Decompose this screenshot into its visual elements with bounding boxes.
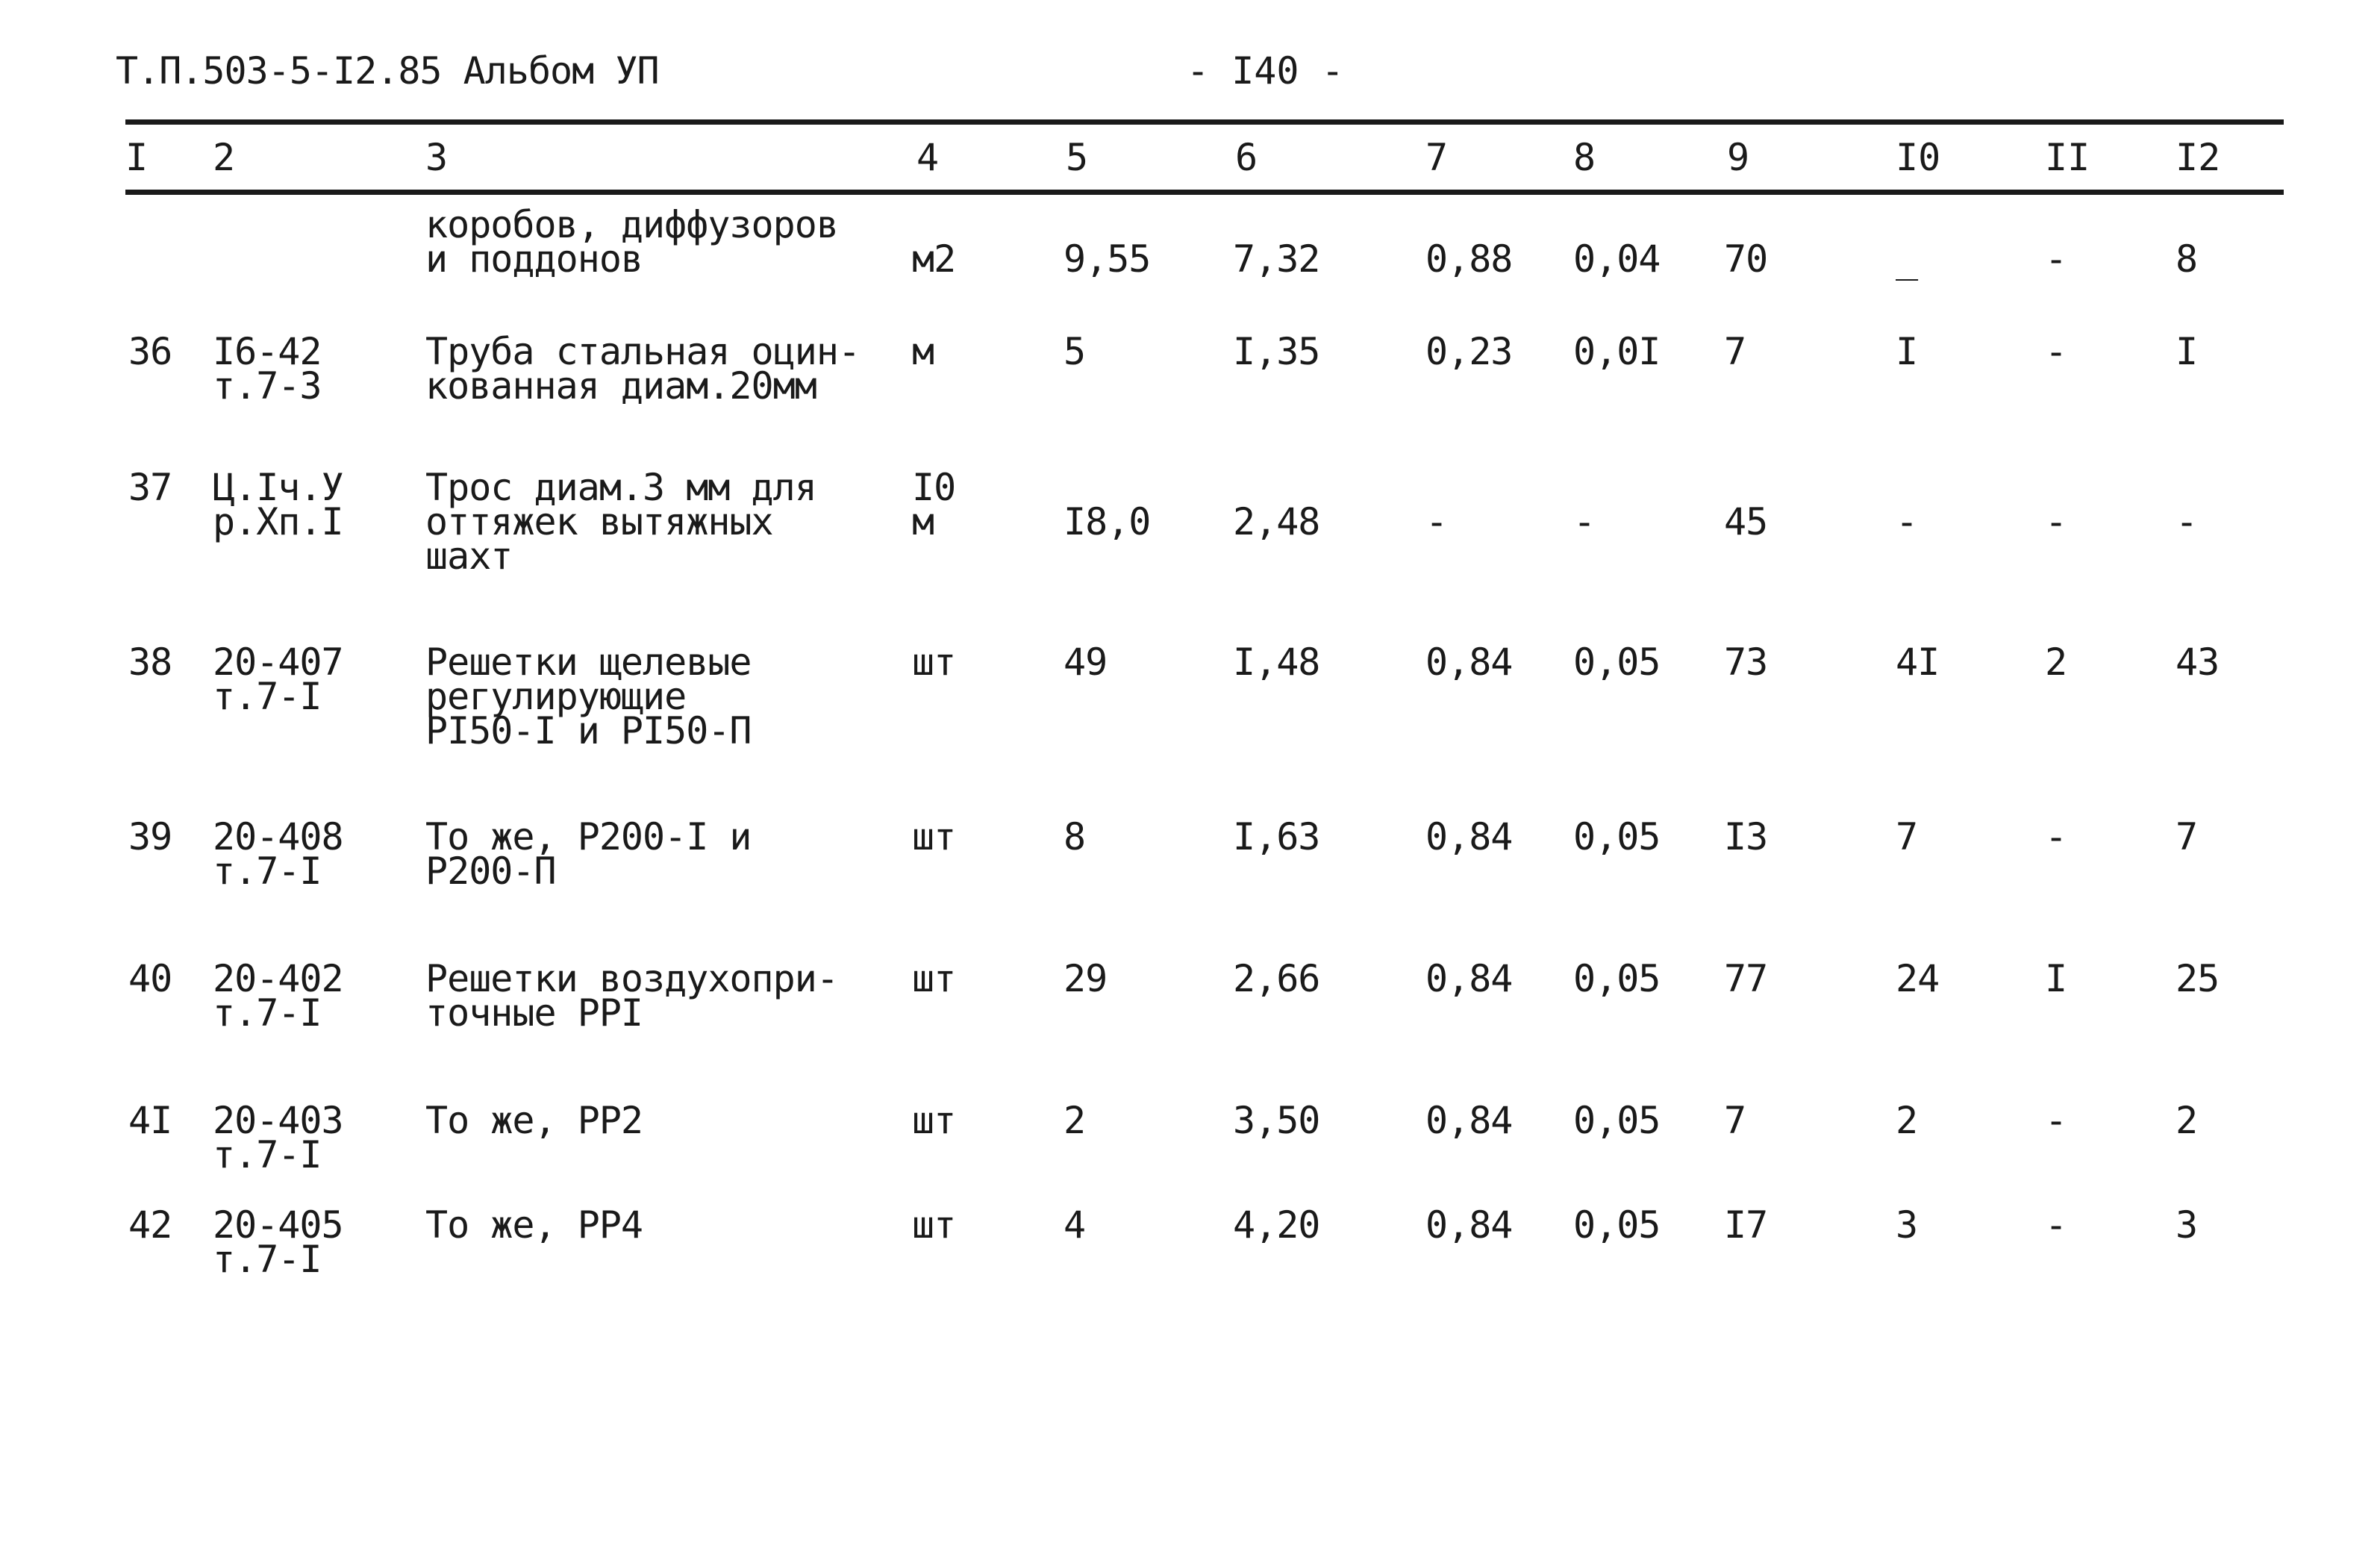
row-col-10: _	[1896, 237, 1918, 281]
row-number: 36	[128, 330, 172, 373]
row-col-8: 0,05	[1573, 1203, 1661, 1247]
row-col-6: 4,20	[1233, 1203, 1320, 1247]
row-col-12: I	[2176, 330, 2198, 373]
row-unit: шт	[912, 640, 956, 684]
row-name: То же, Р200-I и Р200-П	[425, 815, 752, 893]
row-col-5: 49	[1063, 640, 1108, 684]
row-unit: I0 м	[912, 466, 956, 543]
row-col-11: -	[2045, 815, 2067, 858]
row-col-8: -	[1573, 500, 1596, 543]
row-code: 20-408 т.7-I	[213, 815, 343, 893]
column-header-9: 9	[1727, 136, 1750, 179]
row-col-8: 0,05	[1573, 1099, 1661, 1142]
column-header-3: 3	[425, 136, 449, 179]
row-name: Трос диам.3 мм для оттяжек вытяжных шахт	[425, 466, 816, 578]
row-col-12: 8	[2176, 237, 2198, 281]
row-code: I6-42 т.7-3	[213, 330, 322, 408]
row-col-12: 43	[2176, 640, 2220, 684]
row-col-5: 9,55	[1063, 237, 1151, 281]
row-name: То же, PP4	[425, 1203, 643, 1247]
column-header-12: I2	[2176, 136, 2221, 179]
row-col-11: I	[2045, 957, 2067, 1000]
row-unit: шт	[912, 815, 956, 858]
row-col-10: 2	[1896, 1099, 1918, 1142]
row-col-9: 45	[1724, 500, 1768, 543]
row-unit: шт	[912, 957, 956, 1000]
row-col-5: I8,0	[1063, 500, 1151, 543]
row-col-8: 0,04	[1573, 237, 1661, 281]
row-col-12: 2	[2176, 1099, 2198, 1142]
row-name: Труба стальная оцин- кованная диам.20мм	[425, 330, 861, 408]
row-number: 40	[128, 957, 172, 1000]
row-unit: шт	[912, 1099, 956, 1142]
row-col-7: 0,84	[1425, 957, 1513, 1000]
row-col-11: -	[2045, 1203, 2067, 1247]
row-name: коробов, диффузоров и поддонов	[425, 203, 838, 281]
row-code: 20-405 т.7-I	[213, 1203, 343, 1281]
row-col-7: -	[1425, 500, 1448, 543]
column-header-1: I	[125, 136, 149, 179]
row-col-9: 7	[1724, 330, 1746, 373]
row-col-7: 0,84	[1425, 1099, 1513, 1142]
row-col-8: 0,05	[1573, 640, 1661, 684]
row-unit: шт	[912, 1203, 956, 1247]
row-col-6: I,48	[1233, 640, 1320, 684]
row-name: То же, PP2	[425, 1099, 643, 1142]
row-col-10: -	[1896, 500, 1918, 543]
column-header-10: I0	[1896, 136, 1941, 179]
column-header-8: 8	[1573, 136, 1596, 179]
column-header-7: 7	[1425, 136, 1449, 179]
row-col-12: 7	[2176, 815, 2198, 858]
row-code: 20-403 т.7-I	[213, 1099, 343, 1176]
table-header-rule	[125, 190, 2284, 195]
row-col-11: -	[2045, 1099, 2067, 1142]
row-col-6: 7,32	[1233, 237, 1320, 281]
row-col-9: 70	[1724, 237, 1768, 281]
column-header-6: 6	[1235, 136, 1258, 179]
row-col-6: 2,48	[1233, 500, 1320, 543]
row-col-7: 0,84	[1425, 815, 1513, 858]
row-unit: м	[912, 330, 934, 373]
row-col-9: 73	[1724, 640, 1768, 684]
column-header-5: 5	[1066, 136, 1089, 179]
row-col-6: I,35	[1233, 330, 1320, 373]
document-reference: Т.П.503-5-I2.85 Альбом УП	[116, 49, 659, 93]
row-col-6: 2,66	[1233, 957, 1320, 1000]
row-name: Решетки воздухопри- точные PPI	[425, 957, 838, 1035]
row-number: 39	[128, 815, 172, 858]
row-col-6: 3,50	[1233, 1099, 1320, 1142]
row-col-10: 4I	[1896, 640, 1940, 684]
column-header-4: 4	[916, 136, 940, 179]
row-col-10: 24	[1896, 957, 1940, 1000]
row-code: 20-407 т.7-I	[213, 640, 343, 718]
row-col-7: 0,84	[1425, 1203, 1513, 1247]
row-col-7: 0,88	[1425, 237, 1513, 281]
row-col-12: 25	[2176, 957, 2220, 1000]
row-col-5: 8	[1063, 815, 1086, 858]
row-number: 42	[128, 1203, 172, 1247]
row-col-10: 7	[1896, 815, 1918, 858]
page-number: - I40 -	[1187, 49, 1344, 93]
row-col-12: 3	[2176, 1203, 2198, 1247]
row-col-9: 77	[1724, 957, 1768, 1000]
row-col-7: 0,23	[1425, 330, 1513, 373]
row-col-11: -	[2045, 237, 2067, 281]
row-col-5: 29	[1063, 957, 1108, 1000]
row-col-9: I3	[1724, 815, 1768, 858]
row-col-11: 2	[2045, 640, 2067, 684]
row-col-6: I,63	[1233, 815, 1320, 858]
row-number: 4I	[128, 1099, 172, 1142]
row-col-5: 4	[1063, 1203, 1086, 1247]
column-header-2: 2	[213, 136, 236, 179]
row-col-9: 7	[1724, 1099, 1746, 1142]
row-number: 38	[128, 640, 172, 684]
row-unit: м2	[912, 237, 956, 281]
row-col-5: 5	[1063, 330, 1086, 373]
row-name: Решетки щелевые регулирующие PI50-I и PI50-П	[425, 640, 752, 752]
row-col-8: 0,05	[1573, 815, 1661, 858]
row-col-11: -	[2045, 500, 2067, 543]
row-col-8: 0,0I	[1573, 330, 1661, 373]
row-col-12: -	[2176, 500, 2198, 543]
row-col-5: 2	[1063, 1099, 1086, 1142]
column-header-11: II	[2045, 136, 2090, 179]
row-col-7: 0,84	[1425, 640, 1513, 684]
row-col-10: 3	[1896, 1203, 1918, 1247]
table-top-rule	[125, 119, 2284, 125]
row-number: 37	[128, 466, 172, 509]
row-col-8: 0,05	[1573, 957, 1661, 1000]
row-code: Ц.Iч.У р.Хп.I	[213, 466, 343, 543]
row-col-11: -	[2045, 330, 2067, 373]
row-code: 20-402 т.7-I	[213, 957, 343, 1035]
row-col-10: I	[1896, 330, 1918, 373]
row-col-9: I7	[1724, 1203, 1768, 1247]
